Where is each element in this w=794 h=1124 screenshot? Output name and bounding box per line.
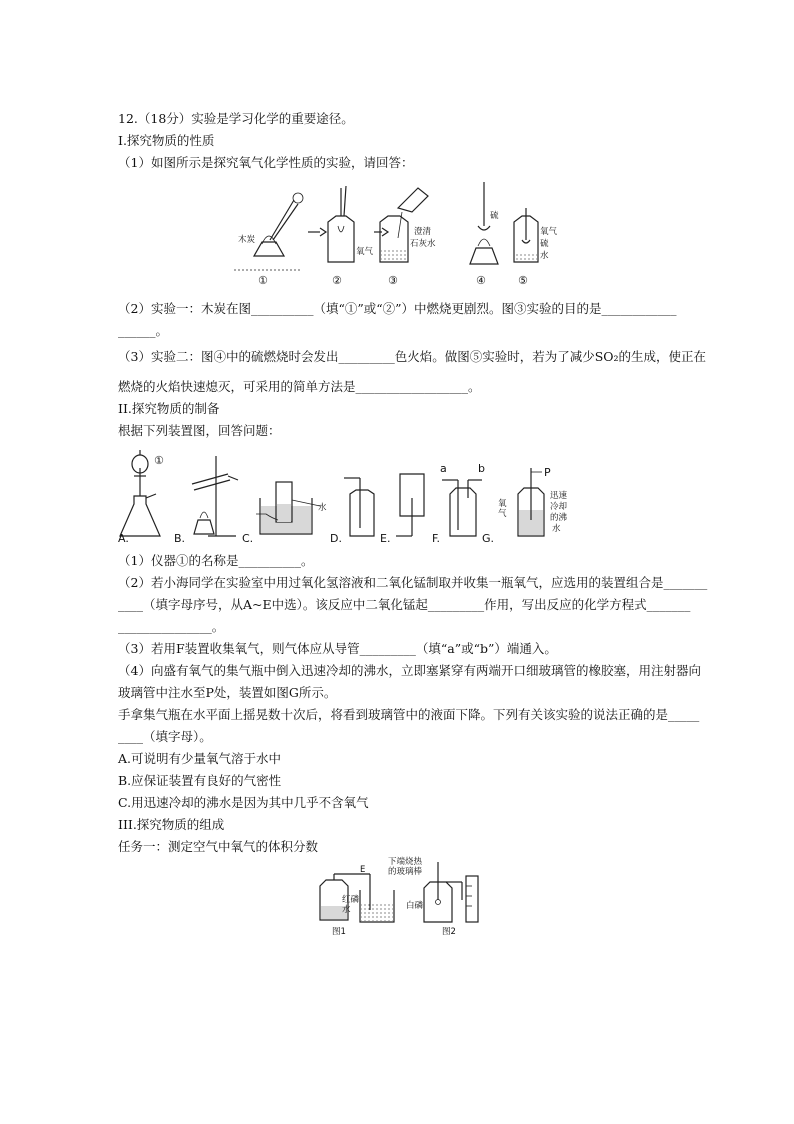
option-c: C.用迅速冷却的沸水是因为其中几乎不含氧气 bbox=[118, 795, 369, 810]
svg-text:C.: C. bbox=[242, 532, 254, 544]
apparatus-e bbox=[380, 474, 424, 544]
oxygen-properties-figure bbox=[232, 178, 562, 290]
option-b: B.应保证装置有良好的气密性 bbox=[118, 773, 282, 788]
svg-text:氧: 氧 bbox=[498, 499, 507, 509]
oxygen-volume-figure bbox=[312, 856, 512, 938]
svg-text:③: ③ bbox=[388, 274, 398, 287]
svg-text:红磷: 红磷 bbox=[342, 895, 360, 905]
apparatus-f bbox=[432, 462, 485, 544]
svg-text:P: P bbox=[544, 466, 551, 479]
question-text: （1）如图所示是探究氧气化学性质的实验，请回答： bbox=[118, 155, 414, 170]
option-a: A.可说明有少量氧气溶于水中 bbox=[118, 751, 282, 766]
question-text: ____（填字母）。 bbox=[118, 729, 212, 744]
svg-text:②: ② bbox=[332, 274, 342, 287]
charcoal-heating-apparatus bbox=[234, 193, 303, 287]
svg-text:的沸: 的沸 bbox=[550, 513, 568, 523]
svg-text:水: 水 bbox=[540, 251, 549, 261]
question-text: （1）仪器①的名称是__________。 bbox=[118, 553, 314, 568]
figure-2-setup bbox=[388, 856, 478, 937]
question-text: （2）若小海同学在实验室中用过氧化氢溶液和二氧化锰制取并收集一瓶氧气，应选用的装置组合是_______ bbox=[118, 575, 708, 590]
svg-text:图2: 图2 bbox=[442, 927, 456, 937]
question-text: _______________。 bbox=[118, 619, 225, 634]
svg-text:木炭: 木炭 bbox=[238, 235, 256, 245]
svg-text:澄清: 澄清 bbox=[414, 227, 432, 237]
question-text: 根据下列装置图，回答问题： bbox=[118, 423, 281, 438]
oxygen-bottle-2 bbox=[328, 186, 374, 287]
limewater-bottle-3 bbox=[380, 188, 436, 287]
svg-text:下端烧热: 下端烧热 bbox=[388, 857, 423, 867]
question-title: 12.（18分）实验是学习化学的重要途径。 bbox=[118, 111, 354, 126]
sulfur-oxygen-bottle-5 bbox=[514, 208, 558, 287]
svg-text:石灰水: 石灰水 bbox=[410, 239, 436, 249]
svg-text:E: E bbox=[360, 865, 366, 875]
section-heading: II.探究物质的制备 bbox=[118, 401, 220, 416]
svg-text:E.: E. bbox=[380, 532, 391, 544]
svg-text:气: 气 bbox=[498, 509, 507, 519]
svg-text:④: ④ bbox=[476, 274, 486, 287]
svg-text:硫: 硫 bbox=[540, 239, 549, 249]
svg-text:a: a bbox=[440, 462, 447, 475]
question-text: ______。 bbox=[118, 323, 169, 338]
section-heading: III.探究物质的组成 bbox=[118, 817, 225, 832]
svg-text:冷却: 冷却 bbox=[550, 502, 568, 512]
question-text: （4）向盛有氧气的集气瓶中倒入迅速冷却的沸水，立即塞紧穿有两端开口细玻璃管的橡胶塞，用注射器向 bbox=[118, 663, 701, 678]
svg-text:图1: 图1 bbox=[332, 927, 346, 937]
apparatus-figure bbox=[116, 448, 616, 544]
svg-text:迅速: 迅速 bbox=[550, 491, 568, 501]
apparatus-g bbox=[482, 466, 568, 544]
question-text: （2）实验一：木炭在图__________（填“①”或“②”）中燃烧更剧烈。图③实验的目的是____________ bbox=[118, 301, 677, 316]
question-text: ____（填字母序号，从A~E中选）。该反应中二氧化锰起_________作用，写出反应的化学方程式_______ bbox=[118, 597, 691, 612]
section-heading: I.探究物质的性质 bbox=[118, 133, 215, 148]
sulfur-burning-4 bbox=[470, 182, 499, 287]
apparatus-d bbox=[330, 478, 374, 544]
svg-text:白磷: 白磷 bbox=[406, 901, 424, 911]
svg-text:的玻璃棒: 的玻璃棒 bbox=[388, 867, 423, 877]
svg-text:⑤: ⑤ bbox=[518, 274, 528, 287]
svg-text:A.: A. bbox=[118, 532, 129, 544]
question-text: （3）实验二：图④中的硫燃烧时会发出_________色火焰。做图⑤实验时，若为了减少SO₂的生成，使正在 bbox=[118, 349, 707, 364]
question-text: （3）若用F装置收集氧气，则气体应从导管_________（填“a”或“b”）端通入。 bbox=[118, 641, 557, 656]
question-text: 燃烧的火焰快速熄灭，可采用的简单方法是__________________。 bbox=[118, 379, 481, 394]
svg-text:氧气: 氧气 bbox=[540, 227, 558, 237]
svg-text:G.: G. bbox=[482, 532, 495, 544]
apparatus-c bbox=[242, 482, 327, 544]
svg-text:①: ① bbox=[154, 454, 164, 467]
svg-text:B.: B. bbox=[174, 532, 186, 544]
apparatus-a bbox=[118, 450, 164, 544]
svg-text:水: 水 bbox=[318, 503, 327, 513]
svg-text:D.: D. bbox=[330, 532, 342, 544]
question-text: 手拿集气瓶在水平面上摇晃数十次后，将看到玻璃管中的液面下降。下列有关该实验的说法正确的是_____ bbox=[118, 707, 700, 722]
svg-text:水: 水 bbox=[552, 524, 561, 534]
svg-text:①: ① bbox=[258, 274, 268, 287]
apparatus-b bbox=[174, 456, 238, 544]
svg-text:水: 水 bbox=[342, 905, 351, 915]
question-text: 玻璃管中注水至P处，装置如图G所示。 bbox=[118, 685, 337, 700]
svg-text:b: b bbox=[478, 462, 485, 475]
task-heading: 任务一：测定空气中氧气的体积分数 bbox=[118, 839, 319, 854]
svg-text:氧气: 氧气 bbox=[356, 247, 374, 257]
svg-text:F.: F. bbox=[432, 532, 441, 544]
figure-1-setup bbox=[320, 865, 394, 937]
svg-text:硫: 硫 bbox=[490, 211, 499, 221]
